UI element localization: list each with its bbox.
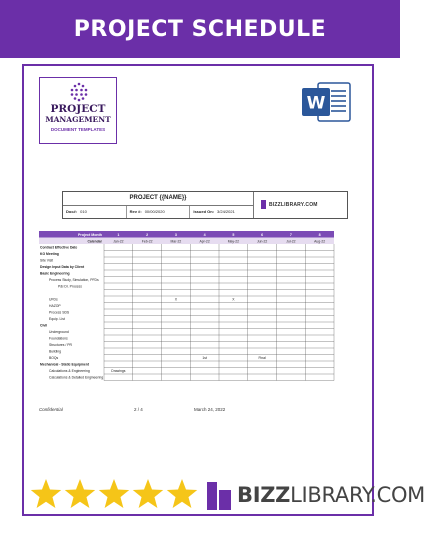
month-number: 8 xyxy=(318,232,321,237)
brand-rest: LIBRARY.COM xyxy=(290,483,425,507)
month-number: 6 xyxy=(261,232,264,237)
task-label: Foundations xyxy=(49,336,68,341)
star-icon xyxy=(65,479,95,508)
task-label: Calculations & Detailed Engineering xyxy=(49,375,104,380)
task-label: Site Visit xyxy=(40,258,54,263)
bizzlibrary-logo[interactable] xyxy=(207,480,425,510)
issued-label: Issued On: xyxy=(193,209,215,214)
title-banner xyxy=(0,0,400,58)
schedule-mark: X xyxy=(232,297,235,302)
issued-value: 3/24/2021 xyxy=(217,209,235,214)
brand-bold: BIZZ xyxy=(237,483,291,507)
task-label: Mechanical - Static Equipment xyxy=(40,362,89,367)
month-name: Feb-22 xyxy=(141,239,153,244)
star-icon xyxy=(133,479,163,508)
month-number: 5 xyxy=(232,232,235,237)
footer-date: March 24, 2022 xyxy=(194,407,226,412)
month-number: 3 xyxy=(174,232,177,237)
star-icon xyxy=(31,479,61,508)
month-number: 2 xyxy=(146,232,149,237)
month-name: May-22 xyxy=(227,239,240,244)
schedule-mark: X xyxy=(174,297,178,302)
task-label: P&I Dr. Process xyxy=(58,284,82,289)
word-letter: W xyxy=(306,93,326,114)
revision-value: 00/00/2020 xyxy=(144,209,165,214)
month-name: Jan-22 xyxy=(113,239,124,244)
schedule-mark: Drawings xyxy=(111,369,126,374)
star-rating xyxy=(30,478,200,512)
revision-label: Rev #: xyxy=(129,209,142,214)
task-label: Process Study, Simulation, PFDs xyxy=(49,278,99,283)
month-number: 4 xyxy=(203,232,206,237)
month-number: 1 xyxy=(117,232,120,237)
doc-number-label: Doc#: xyxy=(66,209,78,214)
task-label: Basic Engineering xyxy=(40,271,70,276)
task-label: UFDs xyxy=(49,297,58,302)
logo-line-2: MANAGEMENT xyxy=(45,115,111,124)
bizzlibrary-text xyxy=(237,483,425,507)
month-name: Apr-22 xyxy=(199,239,210,244)
task-label: Building xyxy=(49,349,62,354)
task-label: HAZOP xyxy=(49,304,61,309)
star-icon xyxy=(167,479,197,508)
schedule-grid xyxy=(24,66,372,516)
logo-line-3: DOCUMENT TEMPLATES xyxy=(50,127,106,132)
task-label: KO Meeting xyxy=(40,252,59,257)
task-label: Calculations & Engineering xyxy=(49,369,90,374)
schedule-mark: 1st xyxy=(202,356,207,361)
month-name: Aug-22 xyxy=(314,239,326,244)
doc-number-value: 010 xyxy=(80,209,87,214)
calendar-label: Calendar xyxy=(87,239,102,244)
banner-title: PROJECT SCHEDULE xyxy=(73,16,327,42)
task-label: Civil xyxy=(40,323,48,328)
month-name: Mar-22 xyxy=(170,239,182,244)
header-brand-text: BIZZLIBRARY.COM xyxy=(269,201,318,208)
project-title: PROJECT {{NAME}} xyxy=(129,195,187,201)
footer-confidential: Confidential xyxy=(39,407,63,412)
month-number: 7 xyxy=(289,232,292,237)
task-label: Design Input Data by Client xyxy=(40,265,85,270)
task-label: Process SDS xyxy=(49,310,70,315)
month-label: Project Month xyxy=(78,232,102,237)
star-icon xyxy=(99,479,129,508)
month-name: Jun-22 xyxy=(256,239,268,244)
bizzlibrary-mark-icon xyxy=(207,480,233,510)
month-name: Jul-22 xyxy=(286,239,296,244)
footer-page: 2 / 4 xyxy=(134,407,143,412)
task-label: Structures / PR xyxy=(49,343,72,348)
logo-line-1: PROJECT xyxy=(50,103,106,115)
task-label: Equip. List xyxy=(49,317,65,322)
task-label: Underground xyxy=(49,330,69,335)
task-label: Contract Effective Date xyxy=(40,245,78,250)
schedule-mark: Final xyxy=(258,356,266,361)
task-label: BOQs xyxy=(49,356,59,361)
document-preview[interactable] xyxy=(22,64,374,516)
